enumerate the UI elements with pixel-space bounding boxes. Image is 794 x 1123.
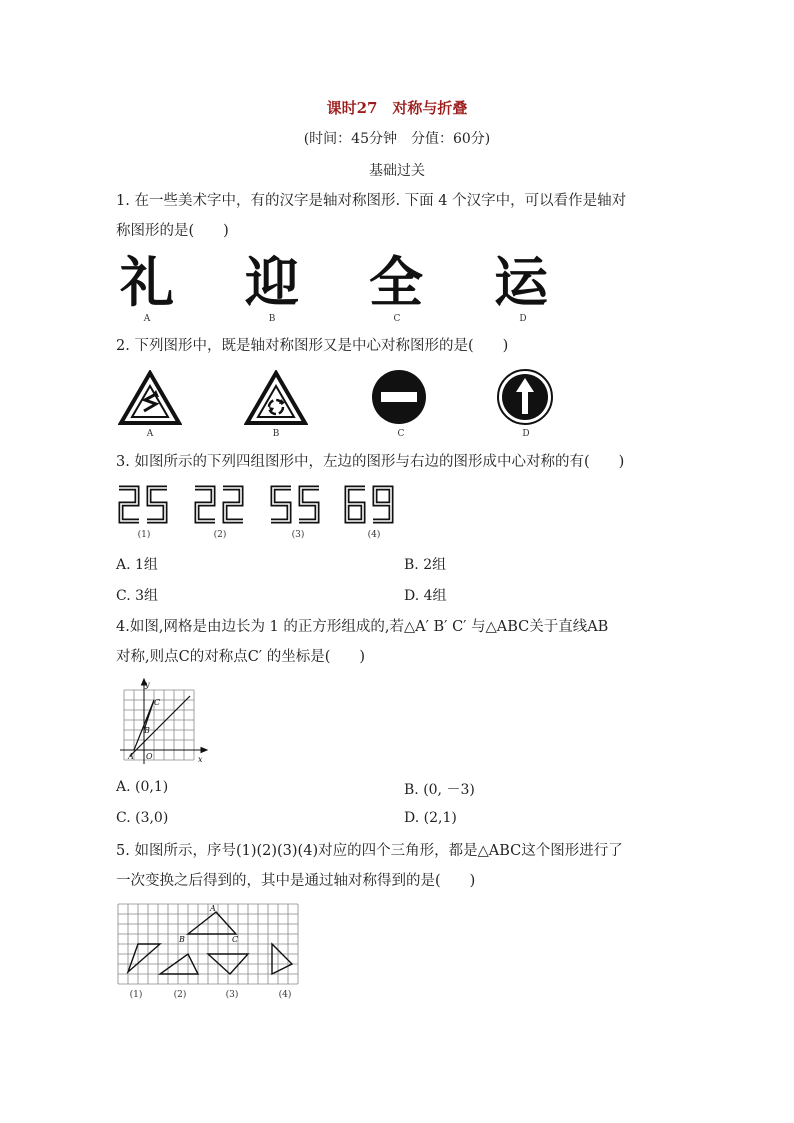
q2-figure-a (118, 370, 182, 426)
q2-label-a: A (146, 429, 154, 439)
q5-point-c-label: C (232, 935, 239, 944)
q3-group-4 (347, 488, 391, 521)
q4-option-d: D. (2,1) (404, 810, 457, 826)
q3-group-1 (119, 488, 167, 521)
q5-label-3: (3) (225, 990, 239, 1000)
q3-option-d: D. 4组 (404, 588, 447, 604)
q1-char-c: 全 (369, 251, 423, 314)
q3-label-2: (2) (213, 530, 227, 540)
q3-group-2 (195, 488, 243, 521)
q5-triangle-abc (188, 912, 236, 934)
question-5 (116, 836, 682, 896)
q5-label-2: (2) (173, 990, 187, 1000)
q2-label-b: B (272, 429, 280, 439)
q4-axis-x-label: x (198, 755, 203, 764)
q1-char-b: 迎 (245, 251, 299, 314)
q3-group-3 (271, 488, 319, 521)
q4-option-b: B. (0, －3) (404, 782, 475, 798)
question-5-line2: 一次变换之后得到的，其中是通过轴对称得到的是( ) (116, 873, 476, 889)
q3-label-3: (3) (291, 530, 305, 540)
q3-figure-groups (117, 484, 407, 526)
q1-label-d: D (519, 314, 527, 324)
q5-point-b-label: B (179, 935, 185, 944)
question-4 (116, 612, 682, 672)
question-5-line1: 5. 如图所示，序号(1)(2)(3)(4)对应的四个三角形，都是△ABC这个图形进行了 (116, 843, 623, 859)
question-4-line1: 4.如图,网格是由边长为 1 的正方形组成的,若△A′ B′ C′ 与△ABC关于直线AB (116, 619, 609, 635)
q4-axis-y-label: y (145, 680, 150, 689)
question-2: 2. 下列图形中，既是轴对称图形又是中心对称图形的是( ) (116, 338, 509, 354)
q3-option-b: B. 2组 (404, 557, 447, 573)
question-1-line1: 1. 在一些美术字中，有的汉字是轴对称图形. 下面 4 个汉字中，可以看作是轴对 (116, 193, 627, 209)
q4-option-c: C. (3,0) (116, 810, 169, 826)
q4-coordinate-grid (118, 676, 210, 764)
q4-option-a: A. (0,1) (116, 779, 169, 795)
q1-char-d: 运 (494, 251, 548, 314)
q1-label-b: B (268, 314, 276, 324)
page-title: 课时27 对称与折叠 (326, 99, 468, 117)
q1-label-a: A (143, 314, 151, 324)
q3-label-1: (1) (137, 530, 151, 540)
q5-point-a-label: A (210, 904, 216, 913)
q4-point-c-label: C (154, 698, 161, 707)
page-subtitle: (时间：45分钟 分值：60分) (303, 131, 491, 147)
q5-triangle-4 (272, 944, 292, 974)
q3-option-c: C. 3组 (116, 588, 159, 604)
section-heading: 基础过关 (369, 163, 425, 179)
question-4-line2: 对称,则点C的对称点C′ 的坐标是( ) (116, 649, 366, 665)
q4-origin-label: O (146, 752, 153, 761)
q2-figure-c (370, 368, 428, 426)
q5-triangle-1 (128, 944, 160, 972)
q5-label-1: (1) (129, 990, 143, 1000)
q1-label-c: C (393, 314, 401, 324)
q2-figure-b (244, 370, 308, 426)
question-3: 3. 如图所示的下列四组图形中，左边的图形与右边的图形成中心对称的有( ) (116, 454, 625, 470)
q2-label-c: C (397, 429, 405, 439)
q1-char-a: 礼 (120, 251, 174, 314)
q2-label-d: D (522, 429, 530, 439)
question-1 (116, 186, 682, 246)
question-1-line2: 称图形的是( ) (116, 223, 229, 239)
q3-label-4: (4) (367, 530, 381, 540)
q3-option-a: A. 1组 (116, 557, 158, 573)
q2-figure-d (496, 368, 554, 426)
q4-point-b-label: B (144, 726, 150, 735)
q5-label-4: (4) (278, 990, 292, 1000)
q5-triangle-grid (116, 902, 306, 988)
q4-point-a-label: A (128, 752, 134, 761)
